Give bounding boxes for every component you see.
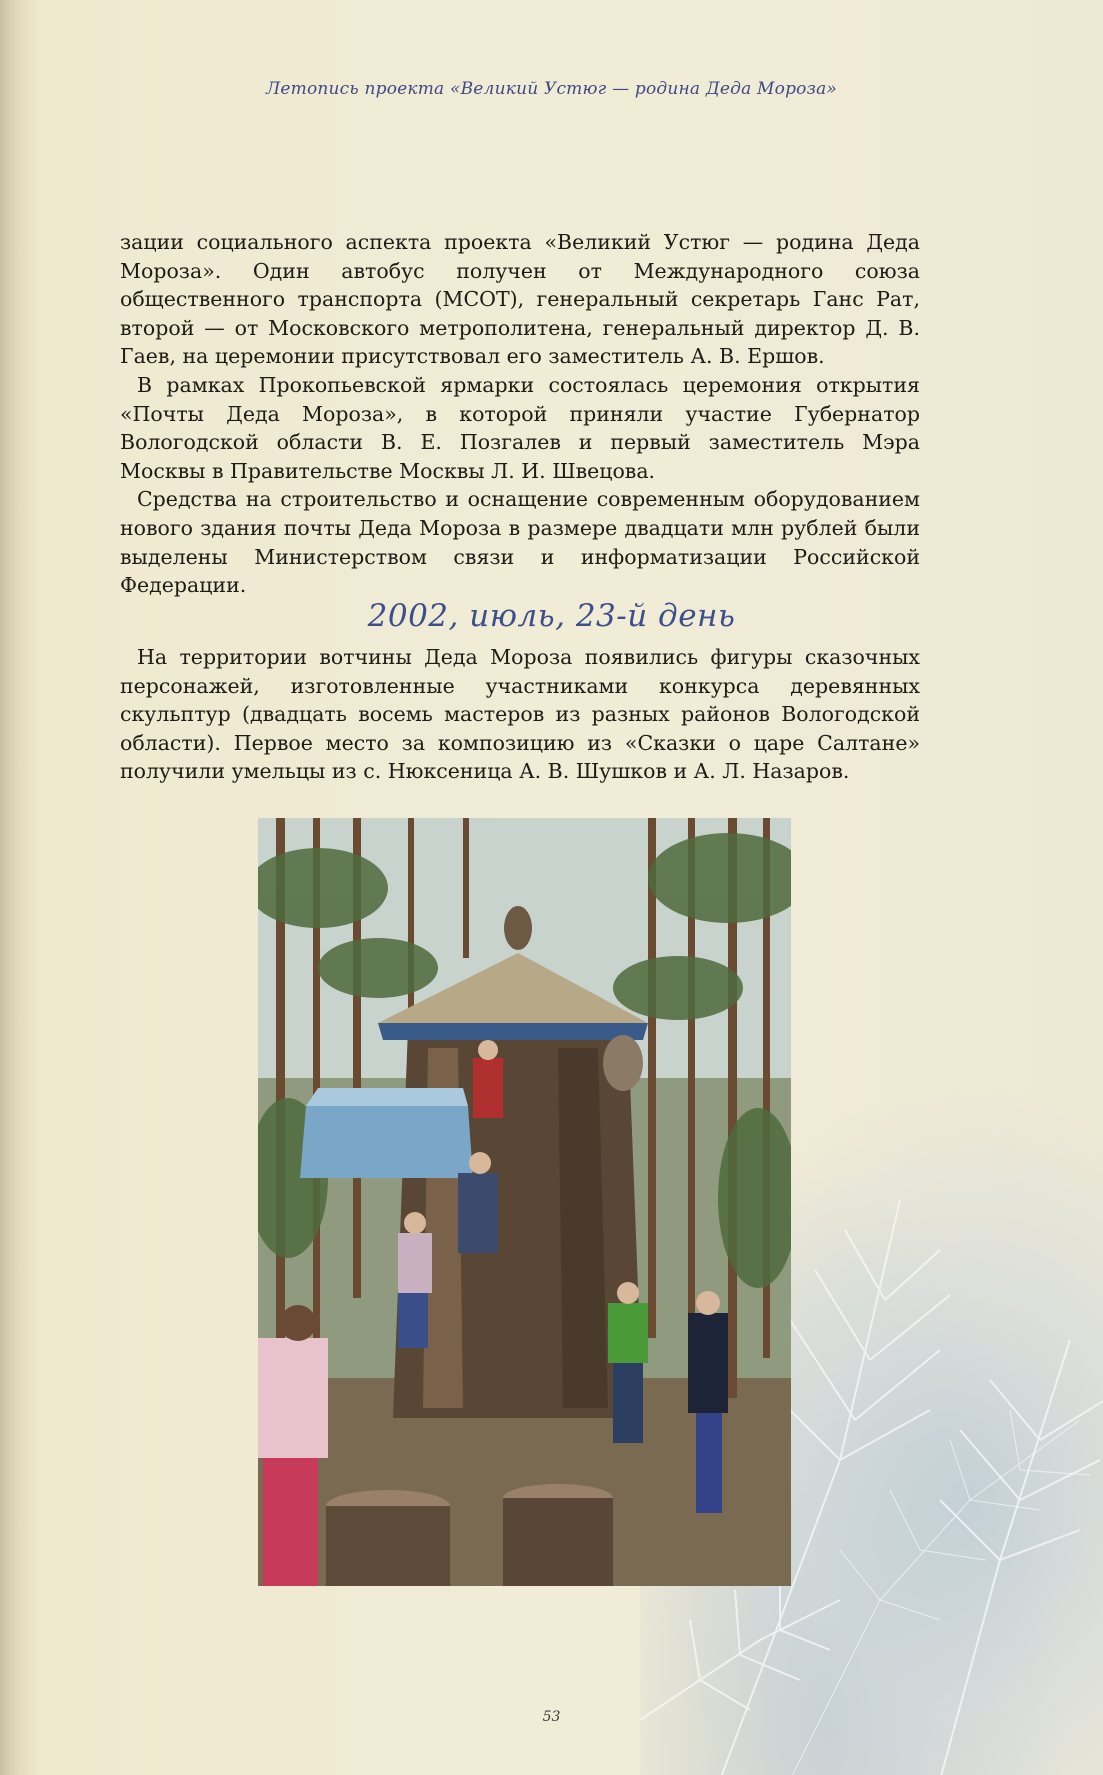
photo-wooden-sculpture-children <box>258 818 791 1586</box>
body-text-top <box>120 228 920 600</box>
paragraph-3: Средства на строительство и оснащение современным оборудованием нового здания почты Деда Мороза в размере двадцати млн рублей были выделены Министерством связи и информатизации Российской Федерации. <box>120 487 920 598</box>
running-head: Летопись проекта «Великий Устюг — родина Деда Мороза» <box>265 79 838 99</box>
paragraph-2: В рамках Прокопьевской ярмарки состоялась церемония открытия «Почты Деда Мороза», в которой приняли участие Губернатор Вологодской области В. Е. Позгалев и первый заместитель Мэра Москвы в Правительстве Москвы Л. И. Швецова. <box>120 372 920 483</box>
paragraph-4: На территории вотчины Деда Мороза появились фигуры сказочных персонажей, изготовленные участниками конкурса деревянных скульптур (двадцать восемь мастеров из разных районов Вологодской области). Первое место за композицию из «Сказки о царе Салтане» получили умельцы из с. Нюксеница А. В. Шушков и А. Л. Назаров. <box>120 645 920 784</box>
section-heading: 2002, июль, 23-й день <box>367 598 736 634</box>
body-text-section <box>120 643 920 786</box>
paragraph-1: зации социального аспекта проекта «Великий Устюг — родина Деда Мороза». Один автобус получен от Международного союза общественного транспорта (МСОТ), генеральный секретарь Ганс Рат, второй — от Московского метрополитена, генеральный директор Д. В. Гаев, на церемонии присутствовал его заместитель А. В. Ершов. <box>120 230 920 369</box>
page-number: 53 <box>542 1709 561 1725</box>
